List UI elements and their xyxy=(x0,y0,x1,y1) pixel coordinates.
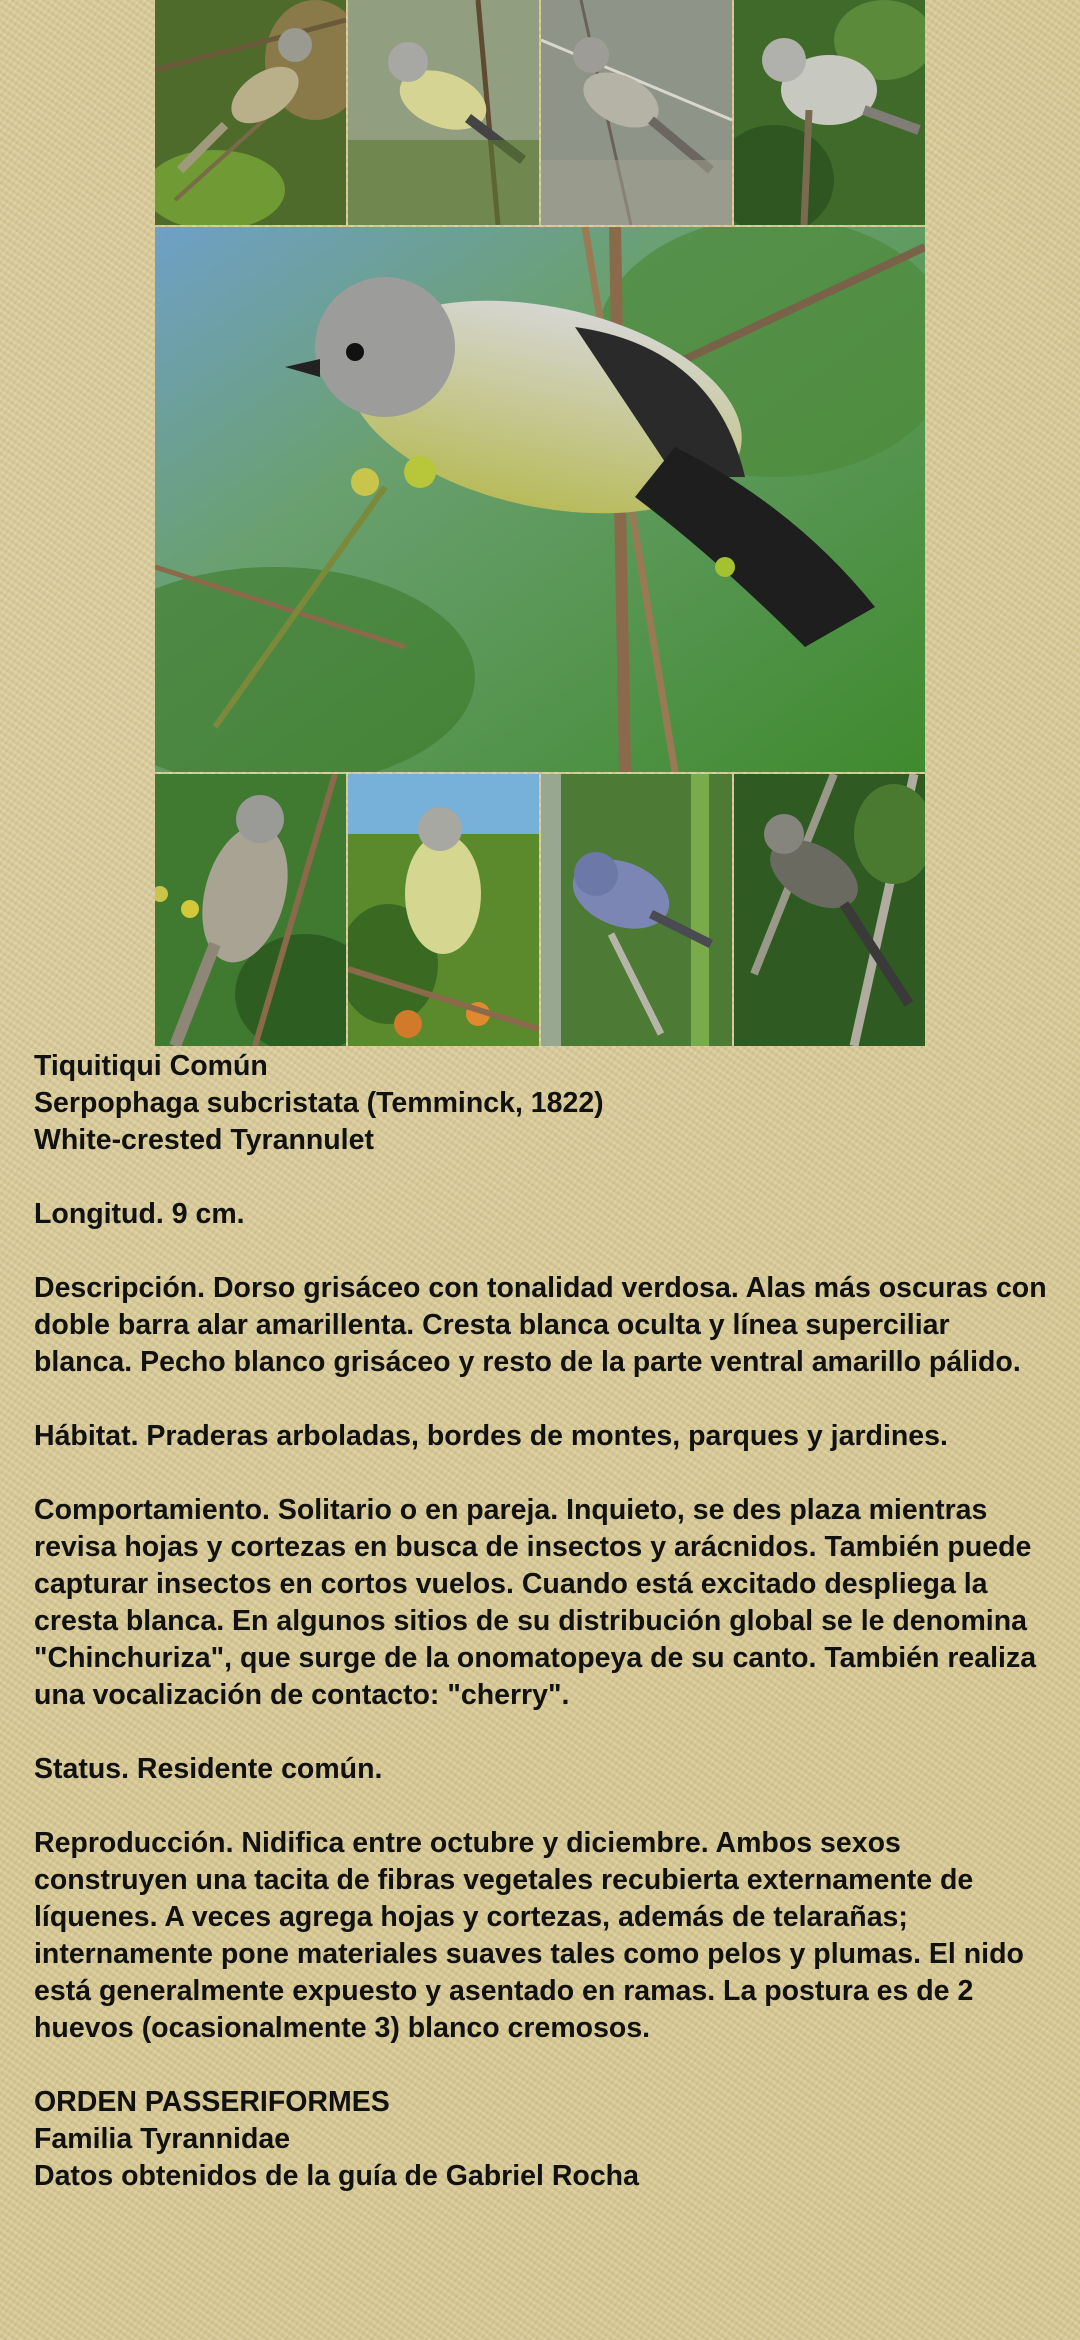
bird-photo-main xyxy=(155,227,925,772)
bird-photo-bottom-3 xyxy=(541,774,732,1046)
description-paragraph: Descripción. Dorso grisáceo con tonalidad verdosa. Alas más oscuras con doble barra alar amarillenta. Cresta blanca oculta y línea superciliar blanca. Pecho blanco grisáceo y resto de la parte ventral amarillo pálido. xyxy=(34,1272,1047,1378)
order-line: ORDEN PASSERIFORMES xyxy=(34,2086,390,2118)
habitat-paragraph: Hábitat. Praderas arboladas, bordes de montes, parques y jardines. xyxy=(34,1420,948,1452)
bird-photo-bottom-4 xyxy=(734,774,925,1046)
bird-photo-bottom-1 xyxy=(155,774,346,1046)
photo-collage xyxy=(155,0,925,1046)
scientific-name: Serpophaga subcristata (Temminck, 1822) xyxy=(34,1087,604,1119)
bird-photo-top-1 xyxy=(155,0,346,225)
english-name: White-crested Tyrannulet xyxy=(34,1124,374,1156)
bird-photo-top-4 xyxy=(734,0,925,225)
bird-photo-top-2 xyxy=(348,0,539,225)
family-line: Familia Tyrannidae xyxy=(34,2123,291,2155)
behavior-paragraph: Comportamiento. Solitario o en pareja. Inquieto, se des plaza mientras revisa hojas y cortezas en busca de insectos y arácnidos. También puede capturar insectos en cortos vuelos. Cuando está excitado despliega la cresta blanca. En algunos sitios de su distribución global se le denomina "Chinchuriza", que surge de la onomatopeya de su canto. También realiza una vocalización de contacto: "cherry". xyxy=(34,1494,1037,1711)
source-line: Datos obtenidos de la guía de Gabriel Rocha xyxy=(34,2160,639,2192)
common-name: Tiquitiqui Común xyxy=(34,1050,268,1082)
taxonomy-block xyxy=(34,2084,1054,2195)
species-text xyxy=(34,1048,1054,2232)
length-paragraph: Longitud. 9 cm. xyxy=(34,1198,245,1230)
reproduction-paragraph: Reproducción. Nidifica entre octubre y diciembre. Ambos sexos construyen una tacita de fibras vegetales recubierta externamente de líquenes. A veces agrega hojas y cortezas, además de telarañas; internamente pone materiales suaves tales como pelos y plumas. El nido está generalmente expuesto y asentado en ramas. La postura es de 2 huevos (ocasionalmente 3) blanco cremosos. xyxy=(34,1827,1024,2044)
status-paragraph: Status. Residente común. xyxy=(34,1753,383,1785)
bird-photo-top-3 xyxy=(541,0,732,225)
species-names xyxy=(34,1048,1054,1159)
bird-photo-bottom-2 xyxy=(348,774,539,1046)
